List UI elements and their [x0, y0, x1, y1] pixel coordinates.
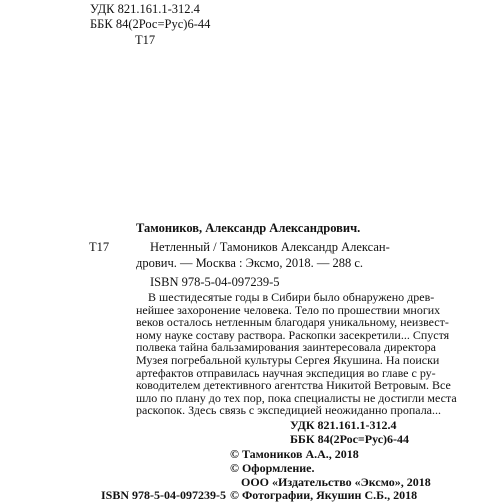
annotation-line: артефактов отправилась научная экспедиция во главе с ру- — [136, 365, 436, 380]
footer-isbn: ISBN 978-5-04-097239-5 — [101, 488, 226, 502]
record-title-line-2: дрович. — Москва : Эксмо, 2018. — 288 с. — [136, 256, 364, 270]
copyright-line: © Оформление. — [230, 461, 315, 475]
copyright-line: © Тамоников А.А., 2018 — [230, 447, 359, 461]
annotation-line: ному науке составу раствора. Раскопки засекретили... Спустя — [136, 327, 450, 342]
annotation-line: веков осталось нетленным благодаря уникальному, неизвест- — [136, 315, 449, 330]
author-mark-top: Т17 — [135, 33, 156, 47]
record-title-line-1: Нетленный / Тамоников Александр Алексан- — [150, 240, 390, 254]
bbk-code-bottom: ББК 84(2Рос=Рус)6-44 — [290, 432, 410, 446]
record-author-mark: Т17 — [89, 240, 110, 254]
annotation-line: ководителем детективного агентства Никитой Ветровым. Все — [136, 378, 451, 393]
annotation-line: раскопок. Здесь связь с экспедицией неожиданно пропала... — [136, 403, 442, 418]
udk-code-bottom: УДК 821.161.1-312.4 — [290, 418, 397, 432]
annotation-line: Музея погребальной культуры Сергея Якушина. На поиски — [136, 353, 440, 367]
annotation-line: полвека тайна бальзамирования заинтересовала директора — [136, 340, 436, 355]
annotation-line: В шестидесятые годы в Сибири было обнаружено древ- — [148, 290, 435, 304]
record-isbn: ISBN 978-5-04-097239-5 — [150, 275, 280, 289]
record-heading: Тамоников, Александр Александрович. — [136, 221, 361, 235]
annotation-line: шло по плану до тех пор, пока специалисты не достигли места — [136, 390, 457, 405]
copyright-line: © Фотографии, Якушин С.Б., 2018 — [230, 488, 418, 502]
bbk-code-top: ББК 84(2Рос=Рус)6-44 — [90, 17, 211, 31]
copyright-line: ООО «Издательство «Эксмо», 2018 — [241, 475, 431, 489]
annotation-line: нейшее захоронение человека. Тело по прошествии многих — [136, 302, 441, 317]
udk-code-top: УДК 821.161.1-312.4 — [90, 2, 200, 16]
